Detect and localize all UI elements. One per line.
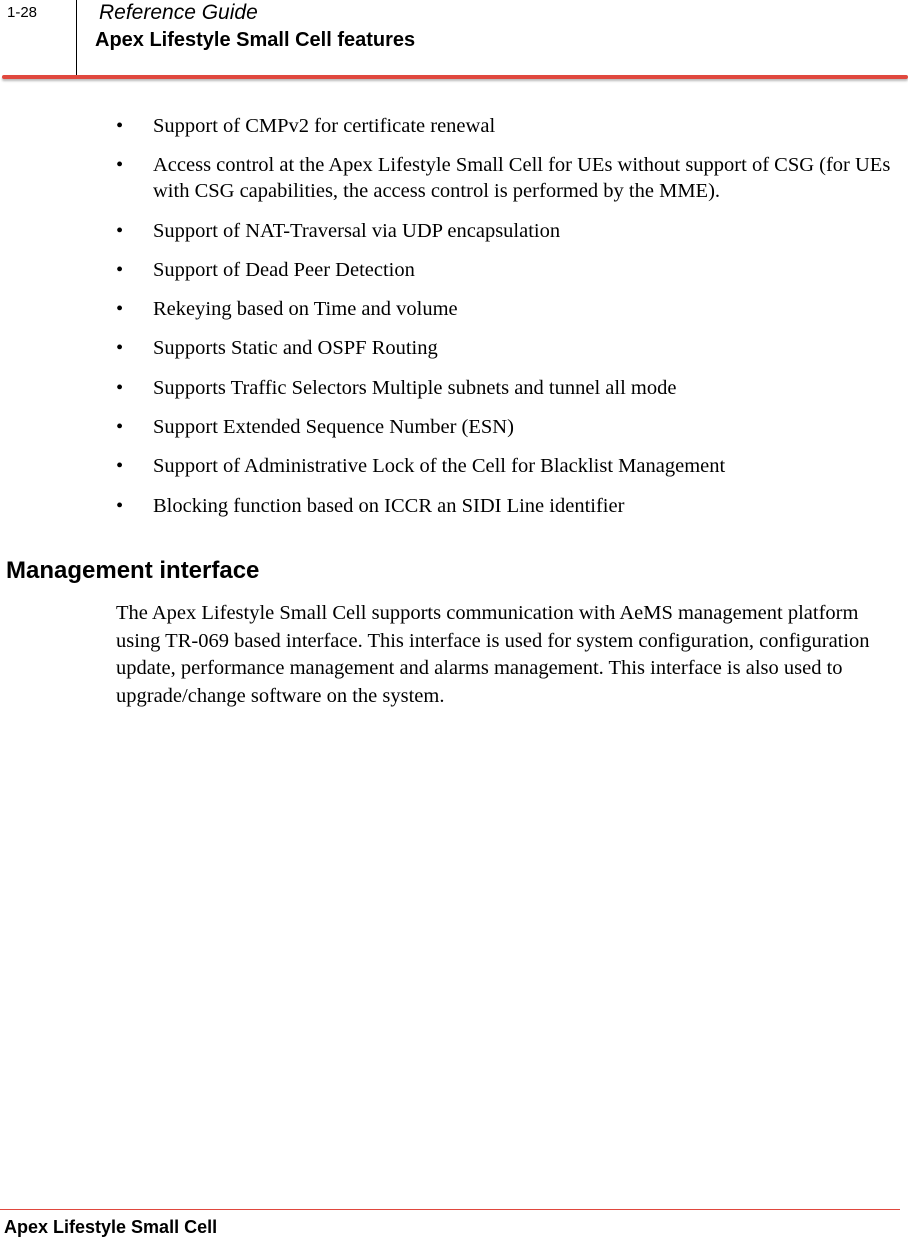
bullet-mark: •: [116, 494, 124, 517]
bullet-text: Access control at the Apex Lifestyle Small Cell for UEs without support of CSG (for UEs with CSG capabilities, the access control is performed by the MME).: [153, 154, 891, 203]
footer-rule: [0, 1209, 900, 1210]
bullet-text: Support of Dead Peer Detection: [153, 258, 415, 281]
bullet-item: [0, 414, 908, 440]
section-heading: Management interface: [6, 557, 260, 584]
bullet-item: [0, 335, 908, 361]
bullet-text: Supports Traffic Selectors Multiple subnets and tunnel all mode: [153, 376, 677, 399]
bullet-text: Support Extended Sequence Number (ESN): [153, 416, 514, 439]
bullet-text: Support of Administrative Lock of the Cell for Blacklist Management: [153, 455, 726, 478]
guide-title: Reference Guide: [99, 1, 258, 24]
bullet-item: [0, 296, 908, 322]
bullet-item: [0, 113, 908, 139]
bullet-item: [0, 453, 908, 479]
header-divider: [76, 0, 77, 76]
bullet-mark: •: [116, 416, 124, 439]
bullet-text: Blocking function based on ICCR an SIDI Line identifier: [153, 494, 625, 517]
bullet-item: [0, 375, 908, 401]
footer-title: Apex Lifestyle Small Cell: [4, 1217, 218, 1237]
bullet-mark: •: [116, 115, 124, 137]
bullet-mark: •: [116, 376, 124, 399]
bullet-item: [0, 152, 908, 204]
bullet-text: Supports Static and OSPF Routing: [153, 337, 438, 360]
bullet-mark: •: [116, 154, 124, 177]
section-body: The Apex Lifestyle Small Cell supports communication with AeMS management platform using TR-069 based interface. This interface is used for system configuration, configuration update, performance management and alarms management. This interface is also used to upgrade/change software on the system.: [116, 602, 870, 707]
bullet-mark: •: [116, 455, 124, 478]
bullet-text: Support of CMPv2 for certificate renewal: [153, 115, 496, 137]
bullet-item: [0, 218, 908, 244]
bullet-text: Rekeying based on Time and volume: [153, 298, 458, 321]
bullet-mark: •: [116, 219, 124, 242]
bullet-item: [0, 257, 908, 283]
feature-bullet-list: [0, 113, 908, 532]
header-rule: [2, 75, 908, 79]
bullet-mark: •: [116, 337, 124, 360]
bullet-mark: •: [116, 298, 124, 321]
bullet-text: Support of NAT-Traversal via UDP encapsulation: [153, 219, 561, 242]
page-number: 1-28: [7, 4, 38, 21]
bullet-item: [0, 493, 908, 519]
bullet-mark: •: [116, 258, 124, 281]
chapter-title: Apex Lifestyle Small Cell features: [95, 29, 416, 51]
